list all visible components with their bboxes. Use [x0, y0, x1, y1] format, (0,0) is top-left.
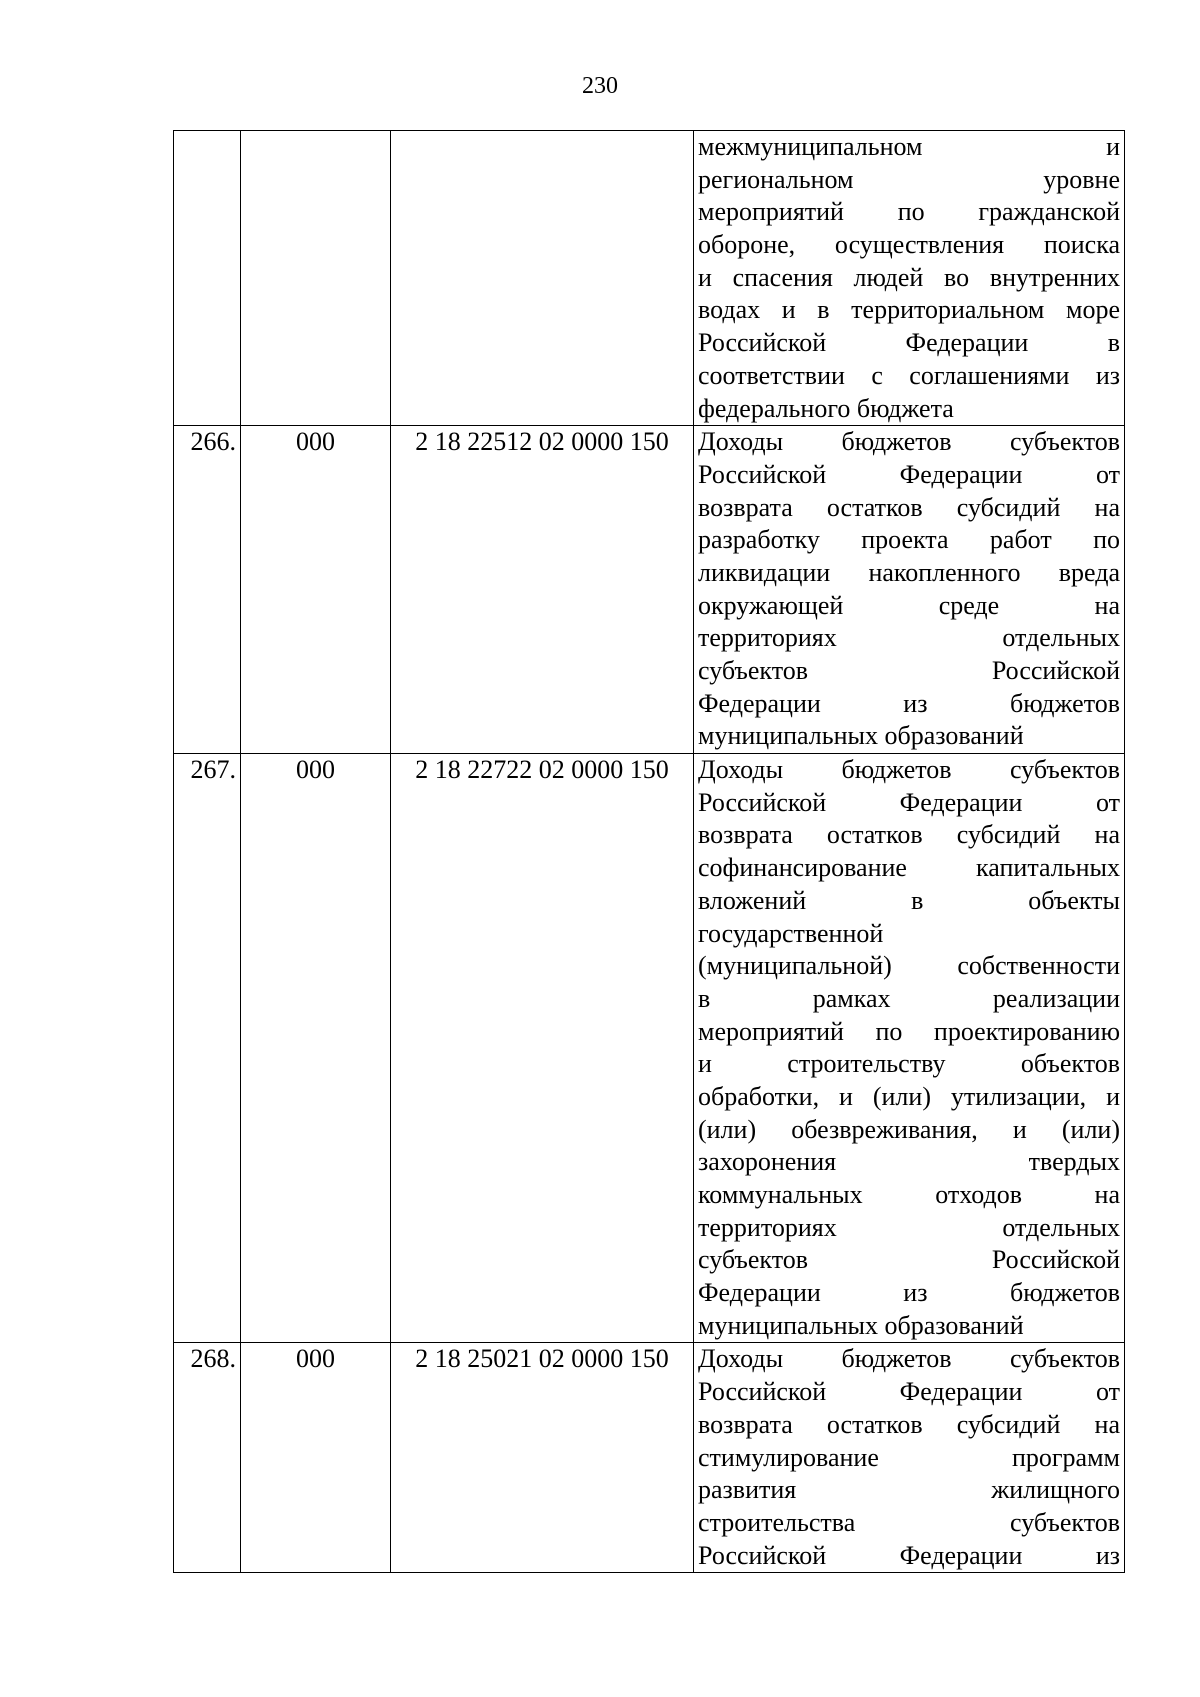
description-line: возврата остатков субсидий на — [698, 492, 1120, 522]
description-line: муниципальных образований — [698, 1310, 1024, 1340]
row-number-cell — [174, 131, 241, 426]
description-line: мероприятий по проектированию — [698, 1016, 1120, 1046]
description-line: возврата остатков субсидий на — [698, 1409, 1120, 1439]
administrator-code-cell: 000 — [241, 426, 391, 754]
description-line: Доходы бюджетов субъектов — [698, 427, 1120, 457]
description-line: Российской Федерации от — [698, 1377, 1120, 1407]
description-line: Российской Федерации из — [698, 1540, 1120, 1570]
description-line: территориях отдельных — [698, 623, 1120, 653]
budget-classification-code-cell — [391, 131, 694, 426]
administrator-code-cell: 000 — [241, 754, 391, 1343]
page-number: 230 — [582, 73, 618, 99]
table-row — [174, 426, 1125, 754]
administrator-code-cell: 000 — [241, 1343, 391, 1573]
description-line: межмуниципальном и — [698, 132, 1120, 161]
description-line: муниципальных образований — [698, 721, 1024, 751]
description-line: региональном уровне — [698, 164, 1120, 194]
description-line: (или) обезвреживания, и (или) — [698, 1114, 1120, 1144]
description-line: Доходы бюджетов субъектов — [698, 1344, 1120, 1374]
description-line: мероприятий по гражданской — [698, 197, 1120, 227]
description-line: ликвидации накопленного вреда — [698, 557, 1120, 587]
table-row — [174, 1343, 1125, 1573]
administrator-code-cell — [241, 131, 391, 426]
description-line: Доходы бюджетов субъектов — [698, 755, 1120, 785]
table-row — [174, 131, 1125, 426]
description-line: разработку проекта работ по — [698, 525, 1120, 555]
description-line: (муниципальной) собственности — [698, 951, 1120, 981]
budget-classification-code-cell: 2 18 22722 02 0000 150 — [391, 754, 694, 1343]
description-line: Российской Федерации от — [698, 787, 1120, 817]
description-line: коммунальных отходов на — [698, 1180, 1120, 1209]
description-line: субъектов Российской — [698, 656, 1120, 685]
description-line: обороне, осуществления поиска — [698, 230, 1120, 260]
description-line: Российской Федерации от — [698, 459, 1120, 489]
description-line: соответствии с соглашениями из — [698, 360, 1120, 390]
income-description-cell — [694, 131, 1125, 426]
description-line: строительства субъектов — [698, 1507, 1120, 1537]
row-number-cell: 267. — [174, 754, 241, 1343]
table-body — [174, 131, 1125, 1573]
description-line: Федерации из бюджетов — [698, 688, 1120, 718]
description-line: Федерации из бюджетов — [698, 1278, 1120, 1308]
description-line: субъектов Российской — [698, 1245, 1120, 1275]
description-line: захоронения твердых — [698, 1147, 1120, 1177]
description-line: в рамках реализации — [698, 983, 1120, 1013]
description-line: территориях отдельных — [698, 1212, 1120, 1242]
description-line: развития жилищного — [698, 1475, 1120, 1505]
table-row — [174, 754, 1125, 1343]
description-line: обработки, и (или) утилизации, и — [698, 1081, 1120, 1111]
description-line: софинансирование капитальных — [698, 853, 1120, 883]
description-line: стимулирование программ — [698, 1442, 1120, 1472]
row-number-cell: 266. — [174, 426, 241, 754]
description-line: окружающей среде на — [698, 590, 1120, 620]
income-description-cell — [694, 426, 1125, 754]
budget-classification-code-cell: 2 18 25021 02 0000 150 — [391, 1343, 694, 1573]
row-number-cell: 268. — [174, 1343, 241, 1573]
description-line: федерального бюджета — [698, 393, 954, 423]
description-line: и спасения людей во внутренних — [698, 262, 1120, 292]
income-description-cell — [694, 1343, 1125, 1573]
description-line: возврата остатков субсидий на — [698, 820, 1120, 850]
description-line: и строительству объектов — [698, 1049, 1120, 1079]
description-line: вложений в объекты — [698, 885, 1120, 915]
budget-codes-table — [173, 130, 1125, 1573]
description-line: Российской Федерации в — [698, 328, 1120, 358]
budget-classification-code-cell: 2 18 22512 02 0000 150 — [391, 426, 694, 754]
income-description-cell — [694, 754, 1125, 1343]
description-line: государственной — [698, 918, 884, 948]
description-line: водах и в территориальном море — [698, 295, 1120, 325]
